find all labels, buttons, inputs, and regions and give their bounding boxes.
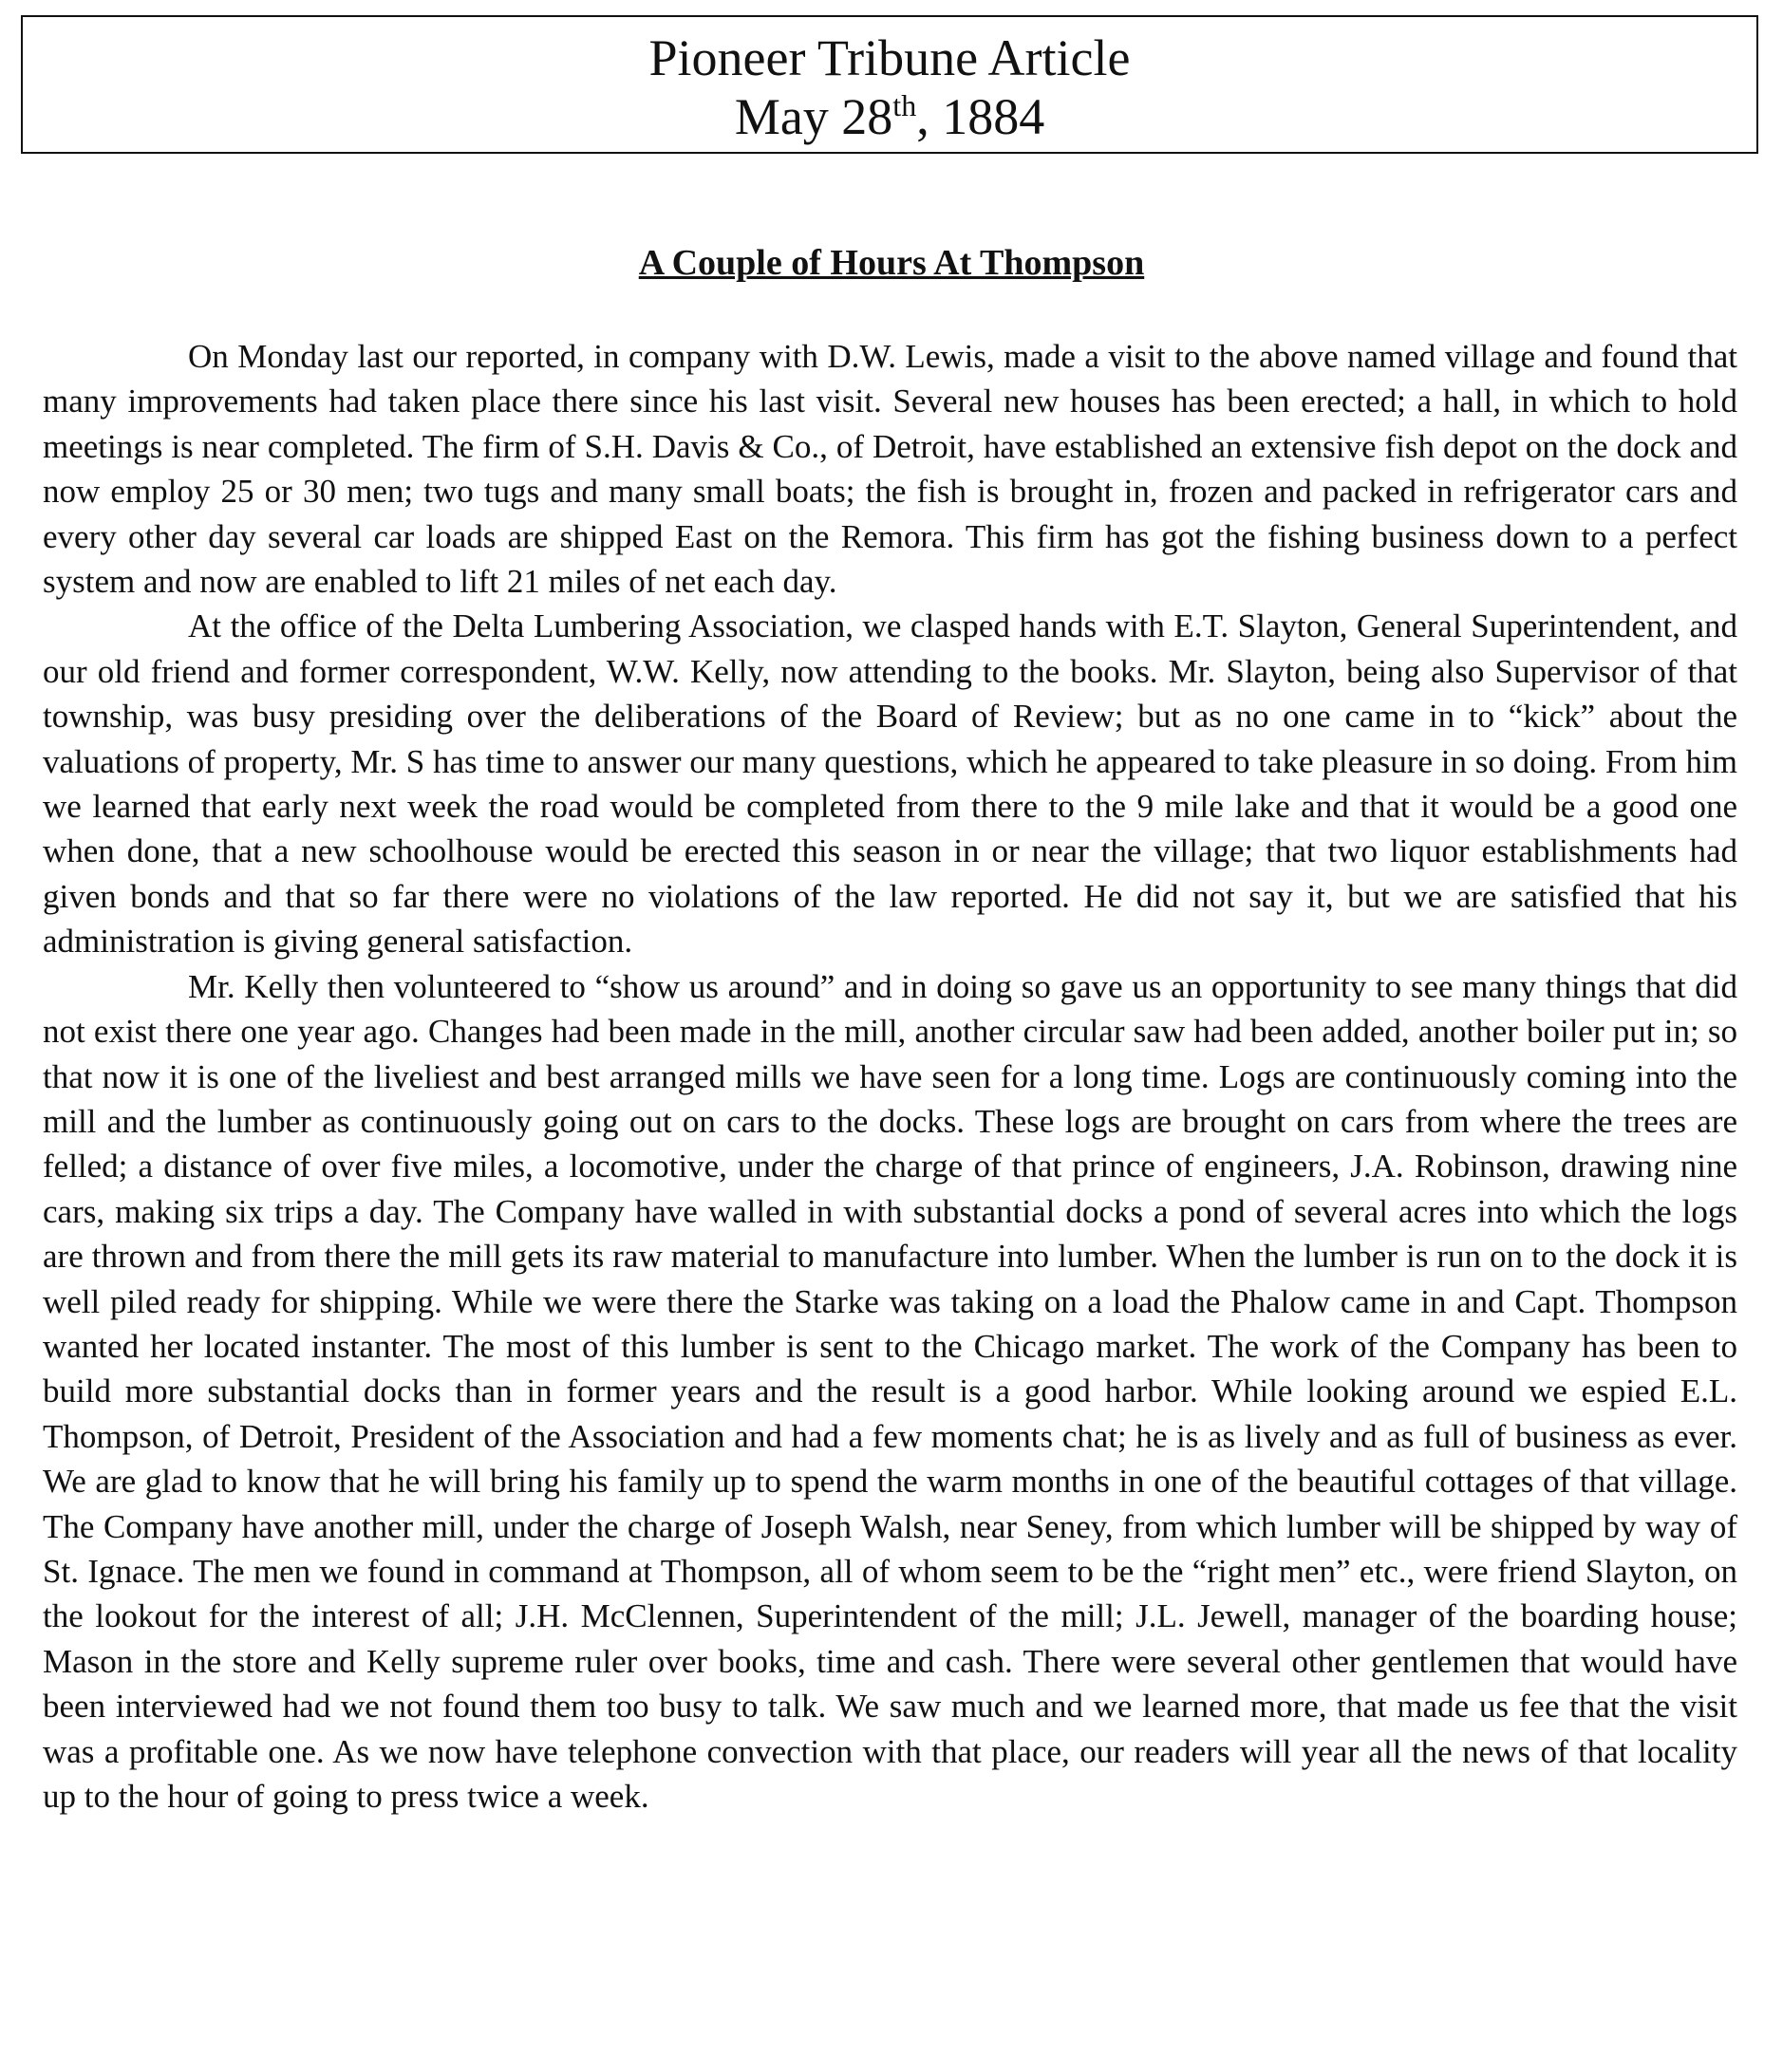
date-suffix: , 1884 bbox=[916, 88, 1045, 145]
document-date bbox=[23, 87, 1756, 146]
article-paragraph: Mr. Kelly then volunteered to “show us around” and in doing so gave us an opportunity to see many things that did not exist there one year ago. Changes had been made in the mill, another circular saw had been added, another boiler put in; so that now it is one of the liveliest and best arranged mills we have seen for a long time. Logs are continuously coming into the mill and the lumber as continuously going out on cars to the docks. These logs are brought on cars from where the trees are felled; a distance of over five miles, a locomotive, under the charge of that prince of engineers, J.A. Robinson, drawing nine cars, making six trips a day. The Company have walled in with substantial docks a pond of several acres into which the logs are thrown and from there the mill gets its raw material to manufacture into lumber. When the lumber is run on to the dock it is well piled ready for shipping. While we were there the Starke was taking on a load the Phalow came in and Capt. Thompson wanted her located instanter. The most of this lumber is sent to the Chicago market. The work of the Company has been to build more substantial docks than in former years and the result is a good harbor. While looking around we espied E.L. Thompson, of Detroit, President of the Association and had a few moments chat; he is as lively and as full of business as ever. We are glad to know that he will bring his family up to spend the warm months in one of the beautiful cottages of that village. The Company have another mill, under the charge of Joseph Walsh, near Seney, from which lumber will be shipped by way of St. Ignace. The men we found in command at Thompson, all of whom seem to be the “right men” etc., were friend Slayton, on the lookout for the interest of all; J.H. McClennen, Superintendent of the mill; J.L. Jewell, manager of the boarding house; Mason in the store and Kelly supreme ruler over books, time and cash. There were several other gentlemen that would have been interviewed had we not found them too busy to talk. We saw much and we learned more, that made us fee that the visit was a profitable one. As we now have telephone convection with that place, our readers will year all the news of that locality up to the hour of going to press twice a week. bbox=[43, 967, 1737, 1815]
date-prefix: May 28 bbox=[734, 88, 893, 145]
article-headline: A Couple of Hours At Thompson bbox=[638, 243, 1145, 283]
date-superscript: th bbox=[892, 88, 917, 122]
article-paragraph: At the office of the Delta Lumbering Association, we clasped hands with E.T. Slayton, General Superintendent, and our old friend and former correspondent, W.W. Kelly, now attending to the books. Mr. Slayton, being also Supervisor of that township, was busy presiding over the deliberations of the Board of Review; but as no one came in to “kick” about the valuations of property, Mr. S has time to answer our many questions, which he appeared to take pleasure in so doing. From him we learned that early next week the road would be completed from there to the 9 mile lake and that it would be a good one when done, that a new schoolhouse would be erected this season in or near the village; that two liquor establishments had given bonds and that so far there were no violations of the law reported. He did not say it, but we are satisfied that his administration is giving general satisfaction. bbox=[43, 607, 1737, 961]
document-title: Pioneer Tribune Article bbox=[648, 29, 1131, 86]
title-box bbox=[21, 15, 1758, 154]
article-paragraph: On Monday last our reported, in company with D.W. Lewis, made a visit to the above named village and found that many improvements had taken place there since his last visit. Several new houses has been erected; a hall, in which to hold meetings is near completed. The firm of S.H. Davis & Co., of Detroit, have established an extensive fish depot on the dock and now employ 25 or 30 men; two tugs and many small boats; the fish is brought in, frozen and packed in refrigerator cars and every other day several car loads are shipped East on the Remora. This firm has got the fishing business down to a perfect system and now are enabled to lift 21 miles of net each day. bbox=[43, 338, 1737, 601]
article-body bbox=[43, 334, 1737, 1819]
